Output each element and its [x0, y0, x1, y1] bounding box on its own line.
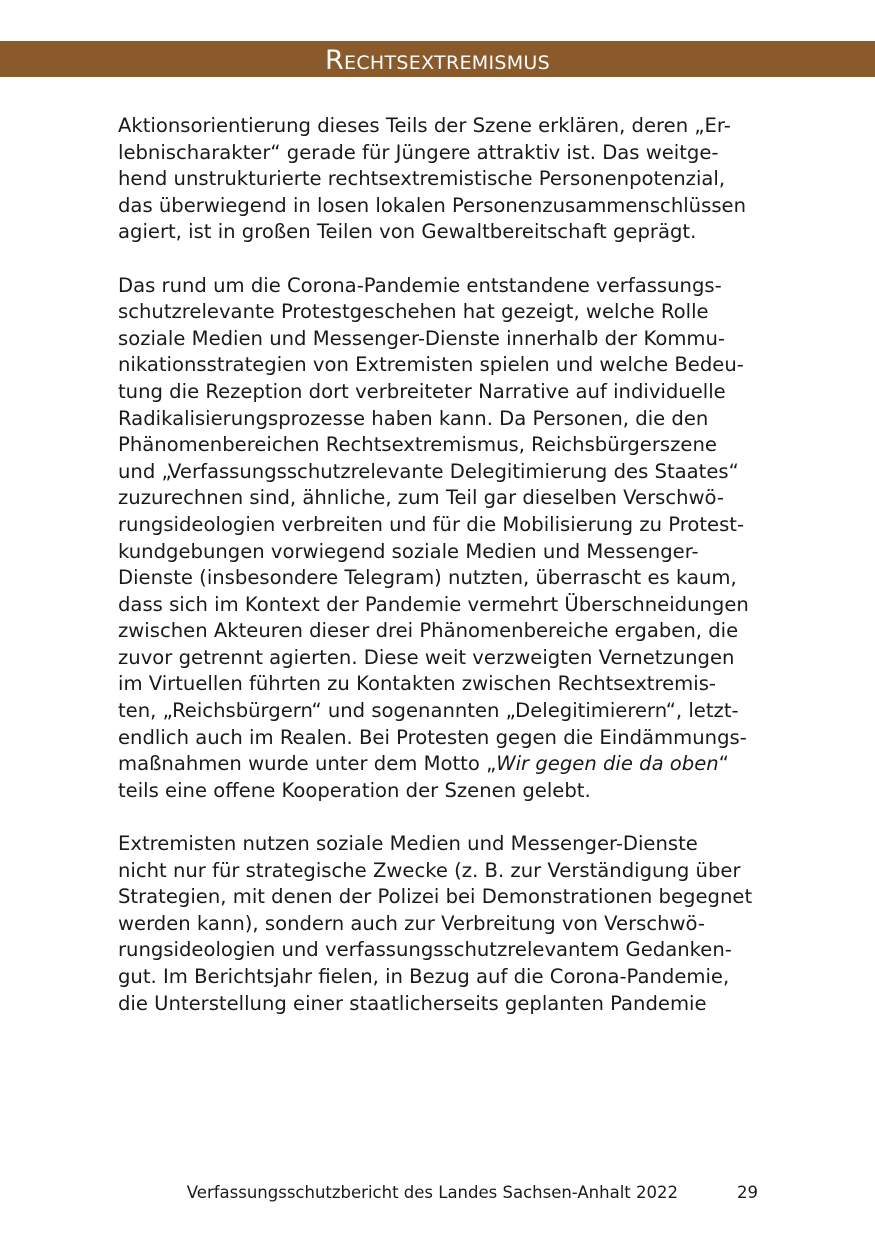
text-line: zwischen Akteuren dieser drei Phänomenbereiche ergaben, die	[118, 619, 739, 643]
paragraph-2	[118, 273, 758, 805]
text-line: die Unterstellung einer staatlicherseits geplanten Pandemie	[118, 991, 707, 1015]
text-line: nicht nur für strategische Zwecke (z. B. zur Verständigung über	[118, 858, 741, 882]
footer-publication-title: Verfassungsschutzbericht des Landes Sachsen-Anhalt 2022	[186, 1183, 678, 1202]
text-line: hend unstrukturierte rechtsextremistische Personenpotenzial,	[118, 167, 726, 191]
paragraph-spacer	[118, 246, 758, 273]
text-line: ten, „Reichsbürgern“ und sogenannten „Delegitimierern“, letzt-	[118, 699, 739, 723]
text-line: Strategien, mit denen der Polizei bei Demonstrationen begegnet	[118, 885, 753, 909]
text-line: Phänomenbereichen Rechtsextremismus, Reichsbürgerszene	[118, 433, 717, 457]
text-line: dass sich im Kontext der Pandemie vermehrt Überschneidungen	[118, 592, 749, 616]
motto-suffix: “	[718, 752, 729, 776]
text-line: Aktionsorientierung dieses Teils der Szene erklären, deren „Er-	[118, 114, 731, 137]
text-line: rungsideologien verbreiten und für die Mobilisierung zu Protest-	[118, 512, 745, 536]
text-line: agiert, ist in großen Teilen von Gewaltbereitschaft geprägt.	[118, 220, 697, 244]
text-line: lebnischarakter“ gerade für Jüngere attraktiv ist. Das weitge-	[118, 140, 719, 164]
main-content	[118, 113, 758, 1017]
motto-prefix: maßnahmen wurde unter dem Motto „	[118, 752, 497, 776]
paragraph-3	[118, 831, 758, 1017]
text-line: zuvor getrennt agierten. Diese weit verzweigten Vernetzungen	[118, 645, 735, 669]
text-line: im Virtuellen führten zu Kontakten zwischen Rechtsextremis-	[118, 672, 716, 696]
text-line: schutzrelevante Protestgeschehen hat gezeigt, welche Rolle	[118, 300, 709, 324]
paragraph-spacer	[118, 804, 758, 831]
text-line: werden kann), sondern auch zur Verbreitung von Verschwö-	[118, 911, 705, 935]
text-line: rungsideologien und verfassungsschutzrelevantem Gedanken-	[118, 938, 732, 962]
motto-quote: Wir gegen die da oben	[496, 752, 719, 776]
motto-line	[118, 751, 758, 778]
text-line: nikationsstrategien von Extremisten spielen und welche Bedeu-	[118, 353, 744, 377]
text-line: gut. Im Berichtsjahr fielen, in Bezug auf die Corona-Pandemie,	[118, 965, 730, 988]
text-line: und „Verfassungsschutzrelevante Delegitimierung des Staates“	[118, 459, 739, 483]
text-line: kundgebungen vorwiegend soziale Medien und Messenger-	[118, 539, 699, 563]
text-line: teils eine offene Kooperation der Szenen gelebt.	[118, 778, 591, 802]
text-line: das überwiegend in losen lokalen Personenzusammenschlüssen	[118, 193, 746, 217]
text-line: Das rund um die Corona-Pandemie entstandene verfassungs-	[118, 273, 722, 297]
paragraph-1	[118, 113, 758, 246]
text-line: tung die Rezeption dort verbreiteter Narrative auf individuelle	[118, 379, 726, 403]
text-line: zuzurechnen sind, ähnliche, zum Teil gar dieselben Verschwö-	[118, 486, 724, 510]
text-line: soziale Medien und Messenger-Dienste innerhalb der Kommu-	[118, 326, 725, 350]
text-line: Dienste (insbesondere Telegram) nutzten, überrascht es kaum,	[118, 566, 737, 590]
text-line: Extremisten nutzen soziale Medien und Messenger-Dienste	[118, 832, 698, 856]
page-section-title: Rechtsextremismus	[324, 45, 550, 76]
page-number: 29	[737, 1183, 758, 1202]
text-line: endlich auch im Realen. Bei Protesten gegen die Eindämmungs-	[118, 725, 747, 749]
text-line: Radikalisierungsprozesse haben kann. Da Personen, die den	[118, 406, 709, 430]
